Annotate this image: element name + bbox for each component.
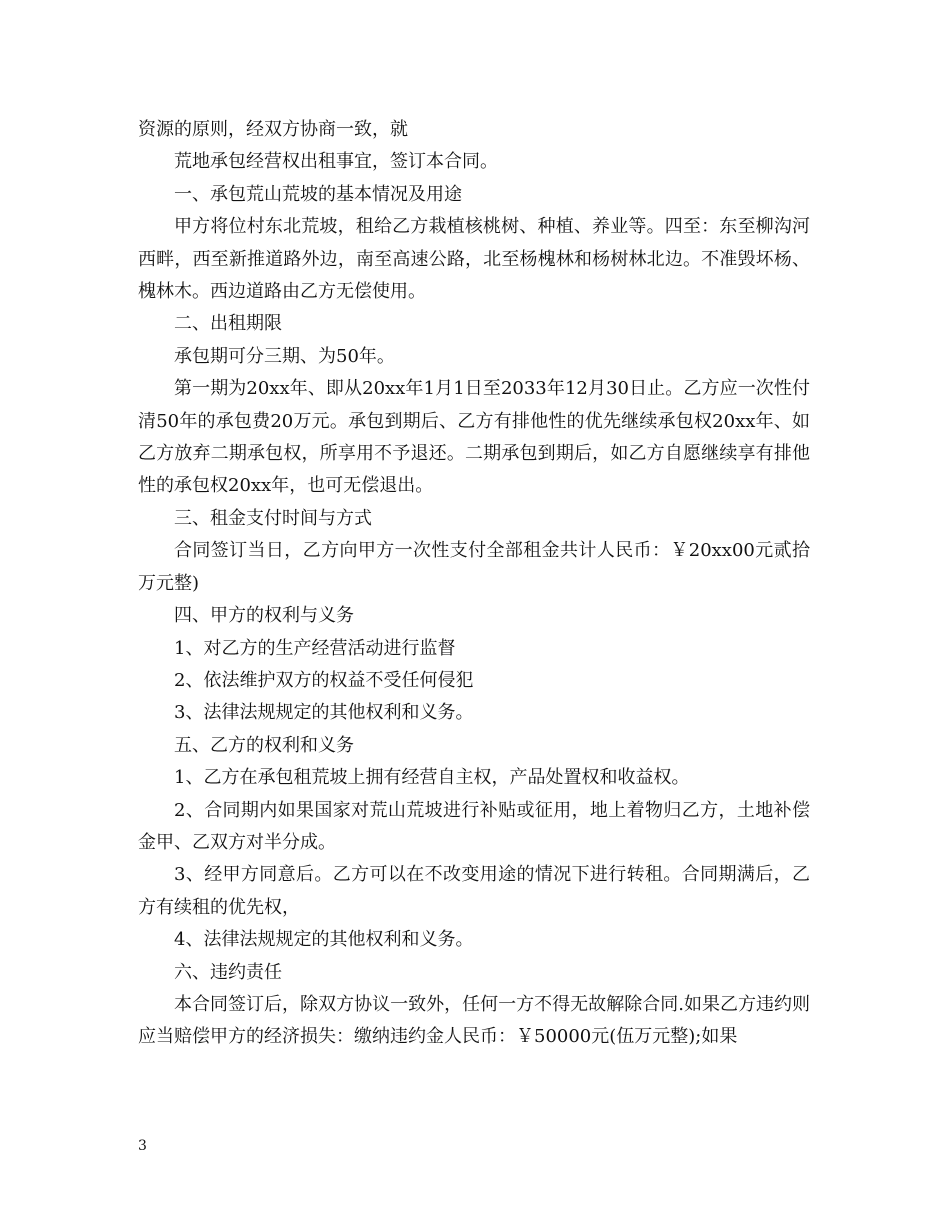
paragraph: 3、法律法规规定的其他权利和义务。	[174, 702, 474, 724]
paragraph: 三、租金支付时间与方式	[174, 507, 372, 529]
paragraph: 本合同签订后，除双方协议一致外，任何一方不得无故解除合同.如果乙方违约则应当赔偿甲方的经济损失：缴纳违约金人民币：￥50000元(伍万元整);如果	[138, 993, 810, 1048]
paragraph: 资源的原则，经双方协商一致，就	[138, 119, 408, 140]
paragraph: 一、承包荒山荒坡的基本情况及用途	[174, 183, 462, 205]
paragraph: 合同签订当日，乙方向甲方一次性支付全部租金共计人民币：￥20xx00元贰拾万元整)	[138, 540, 810, 594]
paragraph: 承包期可分三期、为50年。	[174, 345, 395, 367]
paragraph: 荒地承包经营权出租事宜，签订本合同。	[174, 151, 498, 173]
paragraph: 四、甲方的权利与义务	[174, 605, 354, 627]
paragraph: 2、合同期内如果国家对荒山荒坡进行补贴或征用，地上着物归乙方，土地补偿金甲、乙双方对半分成。	[138, 799, 810, 853]
paragraph: 1、对乙方的生产经营活动进行监督	[174, 637, 456, 659]
paragraph: 4、法律法规规定的其他权利和义务。	[174, 929, 474, 951]
paragraph: 1、乙方在承包租荒坡上拥有经营自主权，产品处置权和收益权。	[174, 767, 690, 789]
paragraph: 甲方将位村东北荒坡，租给乙方栽植核桃树、种植、养业等。四至：东至柳沟河西畔，西至新推道路外边，南至高速公路，北至杨槐林和杨树林北边。不准毁坏杨、槐林木。西边道路由乙方无偿使用。	[138, 216, 810, 303]
paragraph: 二、出租期限	[174, 313, 282, 335]
paragraph: 六、违约责任	[174, 961, 282, 983]
paragraph: 3、经甲方同意后。乙方可以在不改变用途的情况下进行转租。合同期满后，乙方有续租的优先权，	[138, 864, 810, 918]
paragraph: 五、乙方的权利和义务	[174, 734, 354, 756]
paragraph: 第一期为20xx年、即从20xx年1月1日至2033年12月30日止。乙方应一次性付清50年的承包费20万元。承包到期后、乙方有排他性的优先继续承包权20xx年、如乙方放弃二期承包权，所享用不予退还。二期承包到期后，如乙方自愿继续享有排他性的承包权20xx年，也可无偿退出。	[138, 378, 810, 497]
page-number: 3	[138, 1138, 147, 1154]
document-body	[138, 114, 810, 1054]
paragraph: 2、依法维护双方的权益不受任何侵犯	[174, 669, 474, 691]
